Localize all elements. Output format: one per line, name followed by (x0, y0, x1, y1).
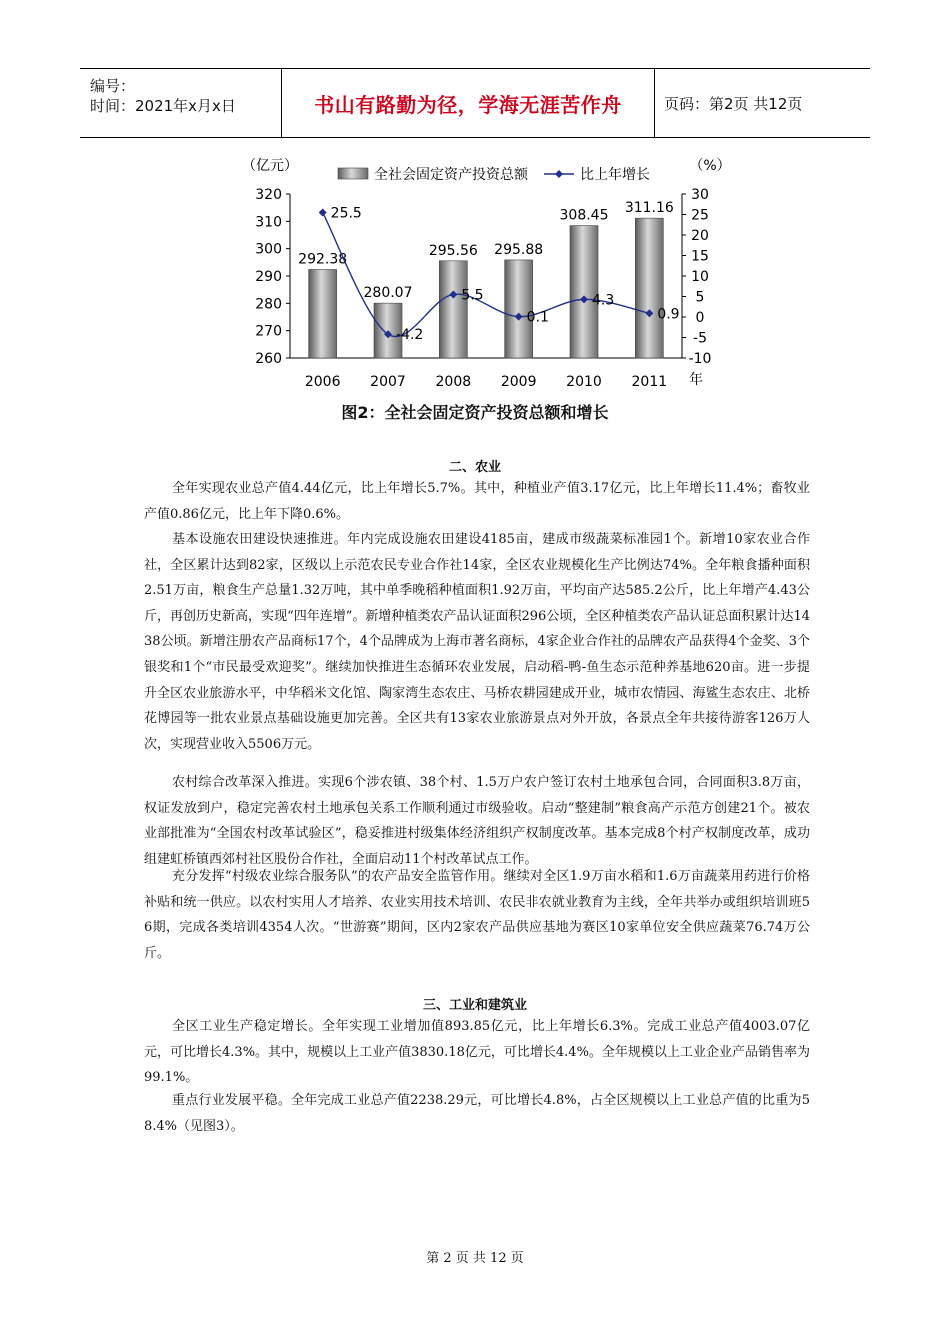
left-axis-unit: （亿元） (242, 158, 298, 174)
left-tick-label: 310 (255, 214, 282, 231)
left-tick-label: 270 (255, 323, 282, 340)
bar-value-label: 292.38 (298, 251, 348, 268)
line-value-label: 0.1 (526, 309, 549, 326)
right-axis-unit: （%） (689, 158, 731, 174)
bar-value-label: 295.88 (494, 241, 544, 258)
right-tick-label: 30 (691, 187, 709, 203)
left-tick-label: 260 (255, 351, 282, 367)
right-tick-label: -10 (688, 351, 712, 367)
line-value-label: 0.9 (657, 306, 680, 323)
paragraph: 农村综合改革深入推进。实现6个涉农镇、38个村、1.5万户农户签订农村土地承包合同，合同面积3.8万亩，权证发放到户，稳定完善农村土地承包关系工作顺利通过市级验收。启动“整建制”粮食高产示范方创建21个。被农业部批准为“全国农村改革试验区”，稳妥推进村级集体经济组织产权制度改革。基本完成8个村产权制度改革，成功组建虹桥镇西郊村社区股份合作社，全面启动11个村改革试点工作。 (144, 775, 810, 867)
x-axis-unit: 年 (689, 372, 703, 388)
figure-caption: 图2：全社会固定资产投资总额和增长 (341, 403, 609, 422)
x-tick-label: 2011 (631, 374, 668, 390)
x-tick-label: 2009 (500, 374, 537, 390)
section-title-industry: 三、工业和建筑业 (422, 998, 527, 1013)
right-tick-label: 15 (691, 248, 709, 265)
x-tick-label: 2010 (566, 374, 602, 390)
bar (309, 269, 337, 358)
right-tick-label: 25 (691, 207, 709, 224)
left-tick-label: 300 (255, 241, 282, 258)
page-header (80, 68, 870, 138)
header-motto: 书山有路勤为径，学海无涯苦作舟 (314, 92, 622, 117)
x-tick-label: 2008 (435, 374, 472, 390)
left-tick-label: 280 (255, 296, 282, 313)
paragraph: 全区工业生产稳定增长。全年实现工业增加值893.85亿元，比上年增长6.3%。完成工业总产值4003.07亿元，可比增长4.3%。其中，规模以上工业产值3830.18亿元，可比增长4.4%。全年规模以上工业企业产品销售率为99.1%。 (144, 1019, 810, 1086)
left-tick-label: 290 (255, 269, 282, 285)
legend-bar-swatch (338, 168, 368, 179)
legend-line-label: 比上年增长 (580, 167, 650, 183)
line-point (319, 208, 327, 216)
line-value-label: -4.2 (396, 327, 424, 344)
investment-chart (240, 148, 731, 398)
x-tick-label: 2006 (304, 374, 341, 390)
header-page-number: 页码：第2页 共12页 (664, 94, 803, 113)
bar-value-label: 308.45 (559, 207, 609, 224)
bar-value-label: 280.07 (363, 285, 413, 302)
paragraph: 基本设施农田建设快速推进。年内完成设施农田建设4185亩，建成市级蔬菜标准园1个。新增10家农业合作社，全区累计达到82家，区级以上示范农民专业合作社14家，全区农业规模化生产比例达74%。全年粮食播种面积2.51万亩，粮食生产总量1.32万吨，其中单季晚稻种植面积1.92万亩，平均亩产达585.2公斤，比上年增产4.43公斤，再创历史新高，实现“四年连增”。新增种植类农产品认证面积296公顷，全区种植类农产品认证总面积累计达1438公顷。新增注册农产品商标17个，4个品牌成为上海市著名商标，4家企业合作社的品牌农产品获得4个金奖、3个银奖和1个“市民最受欢迎奖”。继续加快推进生态循环农业发展，启动稻-鸭-鱼生态示范种养基地620亩。进一步提升全区农业旅游水平，中华稻米文化馆、陶家湾生态农庄、马桥农耕园建成开业，城市农情园、海鲨生态农庄、北桥花博园等一批农业景点基础设施更加完善。全区共有13家农业旅游景点对外开放，各景点全年共接待游客126万人次，实现营业收入5506万元。 (144, 532, 810, 752)
paragraph: 重点行业发展平稳。全年完成工业总产值2238.29元，可比增长4.8%，占全区规模以上工业总产值的比重为58.4%（见图3）。 (144, 1093, 810, 1134)
right-tick-label: 5 (695, 289, 705, 306)
paragraph: 充分发挥“村级农业综合服务队”的农产品安全监管作用。继续对全区1.9万亩水稻和1.6万亩蔬菜用药进行价格补贴和统一供应。以农村实用人才培养、农业实用技术培训、农民非农就业教育为主线，全年共举办或组织培训班56期，完成各类培训4354人次。“世游赛”期间，区内2家农产品供应基地为赛区10家单位安全供应蔬菜76.74万公斤。 (144, 869, 810, 961)
right-tick-label: 10 (691, 269, 709, 285)
document-number-label: 编号： (90, 77, 136, 95)
bar-value-label: 295.56 (428, 242, 478, 259)
x-tick-label: 2007 (370, 374, 406, 390)
bar-value-label: 311.16 (624, 200, 674, 217)
header-motto-cell (281, 69, 655, 137)
growth-line (323, 212, 650, 336)
right-tick-label: 0 (695, 310, 705, 326)
document-date-label: 时间：2021年x月x日 (90, 97, 236, 115)
chart-svg (240, 148, 731, 398)
right-tick-label: -5 (693, 330, 707, 347)
header-page-cell (654, 69, 880, 137)
right-tick-label: 20 (691, 228, 709, 244)
page-footer: 第 2 页 共 12 页 (426, 1251, 524, 1266)
header-meta (80, 69, 281, 137)
line-value-label: 4.3 (592, 292, 615, 309)
section-title-agriculture: 二、农业 (448, 460, 501, 475)
legend-line-marker (555, 170, 563, 178)
bar (439, 261, 467, 358)
line-value-label: 25.5 (330, 205, 362, 222)
left-tick-label: 320 (255, 187, 282, 203)
legend-bar-label: 全社会固定资产投资总额 (374, 167, 528, 183)
paragraph: 全年实现农业总产值4.44亿元，比上年增长5.7%。其中，种植业产值3.17亿元，比上年增长11.4%；畜牧业产值0.86亿元，比上年下降0.6%。 (144, 481, 810, 522)
line-value-label: 5.5 (461, 287, 484, 304)
bar (635, 218, 663, 358)
